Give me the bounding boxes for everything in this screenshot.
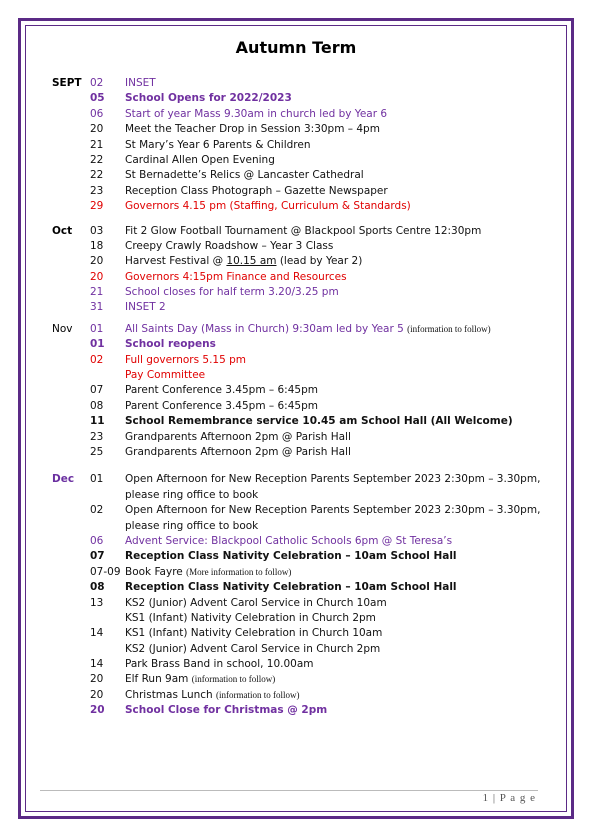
calendar-row	[52, 184, 552, 199]
day: 18	[90, 239, 104, 252]
event-text: Book Fayre (More information to follow)	[125, 565, 292, 578]
day: 23	[90, 184, 104, 197]
month-label: Oct	[52, 224, 73, 237]
calendar-row	[52, 642, 552, 657]
event-text: School closes for half term 3.20/3.25 pm	[125, 286, 339, 299]
event-text: Open Afternoon for New Reception Parents September 2023 2:30pm – 3.30pm, please ring office to book	[125, 473, 541, 501]
day: 14	[90, 627, 104, 640]
event-text: Elf Run 9am (information to follow)	[125, 673, 276, 686]
event-text: Governors 4:15pm Finance and Resources	[125, 270, 347, 283]
event-text: Parent Conference 3.45pm – 6:45pm	[125, 399, 318, 412]
calendar-row	[52, 107, 552, 122]
month-label: Nov	[52, 322, 73, 335]
calendar-row	[52, 337, 552, 352]
page-footer: 1 | P a g e	[482, 792, 536, 804]
calendar-row	[52, 368, 552, 383]
calendar-row	[52, 76, 552, 91]
day: 21	[90, 286, 104, 299]
event-text: KS2 (Junior) Advent Carol Service in Church 2pm	[125, 642, 381, 655]
day: 20	[90, 688, 104, 701]
day: 01	[90, 338, 105, 351]
day: 02	[90, 353, 104, 366]
calendar-row	[52, 285, 552, 300]
calendar-row	[52, 399, 552, 414]
event-text: School reopens	[125, 338, 216, 351]
calendar-row	[52, 672, 552, 687]
day: 25	[90, 445, 104, 458]
calendar-row	[52, 383, 552, 398]
day: 07	[90, 550, 105, 563]
day: 03	[90, 224, 104, 237]
day: 20	[90, 673, 104, 686]
day: 11	[90, 415, 105, 428]
day: 31	[90, 301, 104, 314]
month-label: Dec	[52, 473, 75, 486]
day: 20	[90, 123, 104, 136]
event-text: Parent Conference 3.45pm – 6:45pm	[125, 384, 318, 397]
footer-divider	[40, 790, 538, 791]
event-text: Full governors 5.15 pm	[125, 353, 247, 366]
day: 20	[90, 270, 104, 283]
calendar-row	[52, 430, 552, 445]
page-title: Autumn Term	[235, 38, 357, 57]
day: 06	[90, 534, 104, 547]
day: 02	[90, 504, 104, 517]
event-text: Pay Committee	[125, 369, 206, 382]
event-text: KS2 (Junior) Advent Carol Service in Church 10am	[125, 596, 387, 609]
day: 22	[90, 169, 104, 182]
day: 01	[90, 473, 104, 486]
event-text: Cardinal Allen Open Evening	[125, 153, 275, 166]
calendar-row	[52, 300, 552, 315]
event-text: INSET 2	[125, 301, 166, 314]
day: 07	[90, 384, 104, 397]
calendar-row	[52, 91, 552, 106]
calendar-row	[52, 549, 552, 564]
event-text: Creepy Crawly Roadshow – Year 3 Class	[125, 239, 334, 252]
event-text: School Remembrance service 10.45 am School Hall (All Welcome)	[125, 415, 513, 428]
day: 08	[90, 399, 104, 412]
event-note: (More information to follow)	[186, 566, 292, 577]
event-text: School Close for Christmas @ 2pm	[125, 704, 328, 717]
event-text: Grandparents Afternoon 2pm @ Parish Hall	[125, 430, 351, 443]
calendar-row	[52, 322, 552, 337]
calendar-row	[52, 445, 552, 460]
day: 20	[90, 704, 105, 717]
month-label: SEPT	[52, 77, 82, 89]
calendar-row	[52, 611, 552, 626]
event-text: Christmas Lunch (information to follow)	[125, 688, 300, 701]
calendar-row	[52, 503, 552, 534]
calendar-row	[52, 153, 552, 168]
day: 29	[90, 200, 104, 213]
calendar-row	[52, 414, 552, 429]
day: 01	[90, 322, 104, 335]
event-text: School Opens for 2022/2023	[125, 92, 292, 105]
event-text: St Mary’s Year 6 Parents & Children	[125, 138, 311, 151]
calendar-row	[52, 565, 552, 580]
calendar-row	[52, 353, 552, 368]
day: 21	[90, 138, 104, 151]
day: 08	[90, 581, 105, 594]
calendar-row	[52, 199, 552, 214]
calendar-row	[52, 703, 552, 718]
calendar-row	[52, 688, 552, 703]
event-note: (information to follow)	[191, 674, 276, 685]
event-text: KS1 (Infant) Nativity Celebration in Church 10am	[125, 627, 383, 640]
day: 07-09	[90, 565, 121, 578]
page-number: 1	[482, 792, 490, 804]
event-text: KS1 (Infant) Nativity Celebration in Church 2pm	[125, 611, 376, 624]
event-text: Governors 4.15 pm (Staffing, Curriculum & Standards)	[125, 200, 411, 213]
page-label: P a g e	[499, 792, 536, 804]
calendar-row	[52, 122, 552, 137]
calendar-row	[52, 270, 552, 285]
event-text: Harvest Festival @ 10.15 am (lead by Year 2)	[125, 255, 363, 268]
event-note: (information to follow)	[216, 689, 300, 700]
day: 23	[90, 430, 104, 443]
day: 22	[90, 153, 104, 166]
calendar-row	[52, 224, 552, 239]
event-text: Meet the Teacher Drop in Session 3:30pm – 4pm	[125, 123, 380, 136]
calendar-row	[52, 580, 552, 595]
day: 06	[90, 107, 104, 120]
event-text: INSET	[125, 77, 156, 89]
calendar-entries	[52, 76, 552, 719]
event-text: Open Afternoon for New Reception Parents September 2023 2:30pm – 3.30pm, please ring office to book	[125, 504, 541, 532]
event-text: Grandparents Afternoon 2pm @ Parish Hall	[125, 445, 351, 458]
event-text: Reception Class Nativity Celebration – 10am School Hall	[125, 550, 457, 563]
calendar-row	[52, 472, 552, 503]
event-text: St Bernadette’s Relics @ Lancaster Cathedral	[125, 169, 364, 182]
event-note: (information to follow)	[407, 323, 491, 334]
calendar-row	[52, 138, 552, 153]
day: 20	[90, 255, 104, 268]
calendar-row	[52, 626, 552, 641]
calendar-row	[52, 534, 552, 549]
event-text: Advent Service: Blackpool Catholic Schools 6pm @ St Teresa’s	[125, 534, 453, 547]
calendar-row	[52, 657, 552, 672]
day: 02	[90, 77, 104, 89]
event-text: Park Brass Band in school, 10.00am	[125, 658, 314, 671]
calendar-row	[52, 254, 552, 269]
event-text: All Saints Day (Mass in Church) 9:30am led by Year 5 (information to follow)	[125, 322, 491, 335]
event-text: Reception Class Nativity Celebration – 10am School Hall	[125, 581, 457, 594]
calendar-row	[52, 596, 552, 611]
event-text: Start of year Mass 9.30am in church led by Year 6	[125, 107, 388, 120]
calendar-row	[52, 239, 552, 254]
day: 13	[90, 596, 104, 609]
event-text: Reception Class Photograph – Gazette Newspaper	[125, 184, 388, 197]
day: 14	[90, 658, 104, 671]
event-text: Fit 2 Glow Football Tournament @ Blackpool Sports Centre 12:30pm	[125, 224, 482, 237]
calendar-row	[52, 168, 552, 183]
day: 05	[90, 92, 105, 105]
